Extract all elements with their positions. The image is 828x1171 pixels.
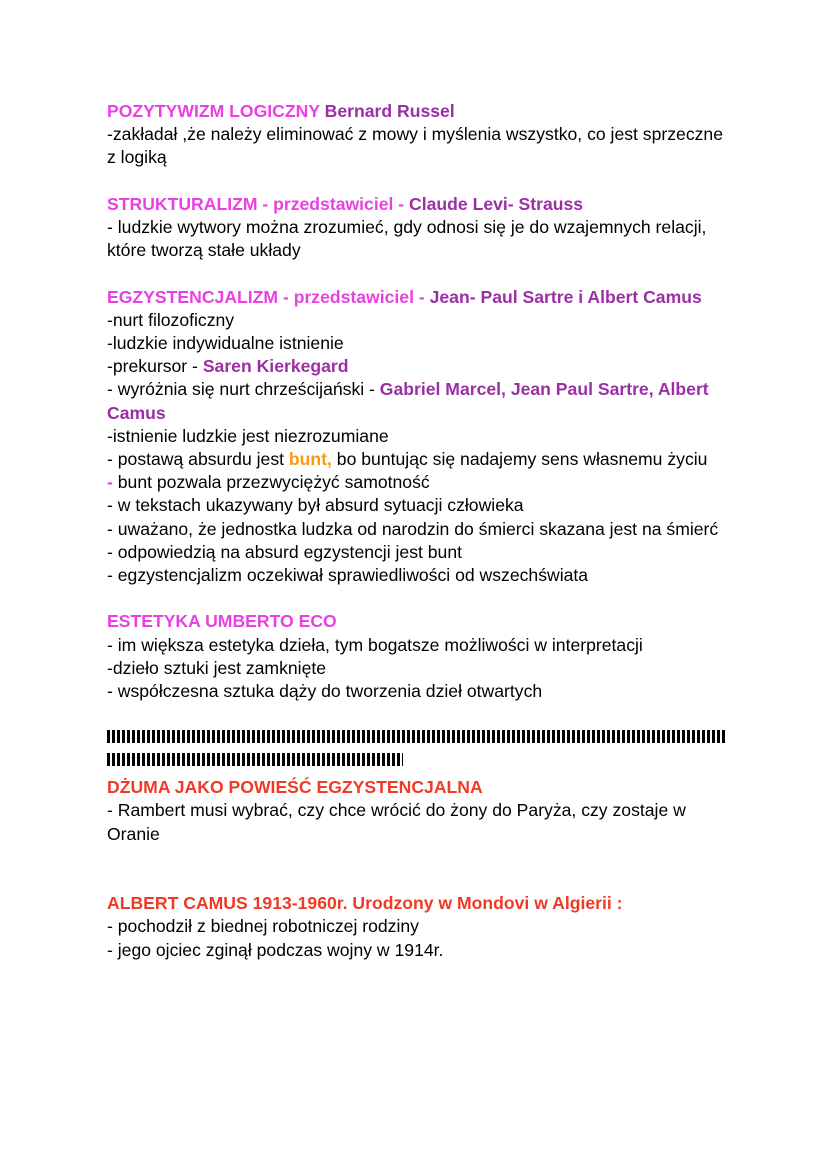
list-item: -prekursor - Saren Kierkegard bbox=[107, 356, 349, 377]
list-item: - jego ojciec zginął podczas wojny w 1914r. bbox=[107, 939, 444, 960]
list-item: -nurt filozoficzny bbox=[107, 309, 235, 330]
highlighted-word: bunt, bbox=[288, 449, 332, 470]
list-item: -dzieło sztuki jest zamknięte bbox=[107, 657, 327, 678]
highlighted-name: Saren Kierkegard bbox=[202, 356, 349, 377]
list-item: - odpowiedzią na absurd egzystencji jest bunt bbox=[107, 541, 463, 562]
paragraph: -zakładał ,że należy eliminować z mowy i myślenia wszystko, co jest sprzeczne z logiką bbox=[107, 124, 723, 168]
section-heading: ESTETYKA UMBERTO ECO bbox=[107, 611, 337, 632]
list-item: - wyróżnia się nurt chrześcijański - Gabriel Marcel, Jean Paul Sartre, Albert Camus bbox=[107, 379, 709, 423]
list-item: - pochodził z biednej robotniczej rodziny bbox=[107, 916, 419, 937]
heading-title: POZYTYWIZM LOGICZNY bbox=[107, 101, 320, 121]
paragraph: - ludzkie wytwory można zrozumieć, gdy odnosi się je do wzajemnych relacji, które tworzą stałe układy bbox=[107, 217, 707, 261]
heading-author: Claude Levi- Strauss bbox=[409, 193, 584, 214]
list-item: - postawą absurdu jest bunt, bo buntując się nadajemy sens własnemu życiu bbox=[107, 449, 708, 470]
section-heading: DŻUMA JAKO POWIEŚĆ EGZYSTENCJALNA bbox=[107, 777, 483, 798]
separator-bars bbox=[107, 753, 403, 766]
list-item: - uważano, że jednostka ludzka od narodzin do śmierci skazana jest na śmierć bbox=[107, 518, 719, 539]
paragraph: - Rambert musi wybrać, czy chce wrócić do żony do Paryża, czy zostaje w Oranie bbox=[107, 800, 686, 844]
section-heading bbox=[107, 286, 727, 309]
list-item: - współczesna sztuka dąży do tworzenia dzieł otwartych bbox=[107, 681, 543, 702]
list-item: -ludzkie indywidualne istnienie bbox=[107, 333, 344, 353]
section-heading bbox=[107, 193, 727, 216]
list-item: - egzystencjalizm oczekiwał sprawiedliwości od wszechświata bbox=[107, 565, 589, 586]
highlighted-name: Gabriel Marcel, Jean Paul Sartre, Albert Camus bbox=[107, 379, 709, 423]
section-heading bbox=[107, 100, 727, 123]
heading-author: Jean- Paul Sartre i Albert Camus bbox=[429, 286, 702, 307]
list-item: - im większa estetyka dzieła, tym bogatsze możliwości w interpretacji bbox=[107, 634, 643, 655]
colored-dash: - bbox=[107, 472, 113, 493]
heading-title: EGZYSTENCJALIZM - przedstawiciel - bbox=[107, 286, 425, 307]
heading-title: STRUKTURALIZM - przedstawiciel - bbox=[107, 193, 405, 214]
list-item: -istnienie ludzkie jest niezrozumiane bbox=[107, 425, 389, 446]
separator-bars bbox=[107, 730, 727, 743]
list-item: - bunt pozwala przezwyciężyć samotność bbox=[107, 472, 430, 493]
heading-author: Bernard Russel bbox=[324, 101, 455, 121]
list-item: - w tekstach ukazywany był absurd sytuacji człowieka bbox=[107, 495, 524, 516]
section-heading: ALBERT CAMUS 1913-1960r. Urodzony w Mondovi w Algierii : bbox=[107, 893, 623, 914]
document-page bbox=[107, 100, 727, 962]
